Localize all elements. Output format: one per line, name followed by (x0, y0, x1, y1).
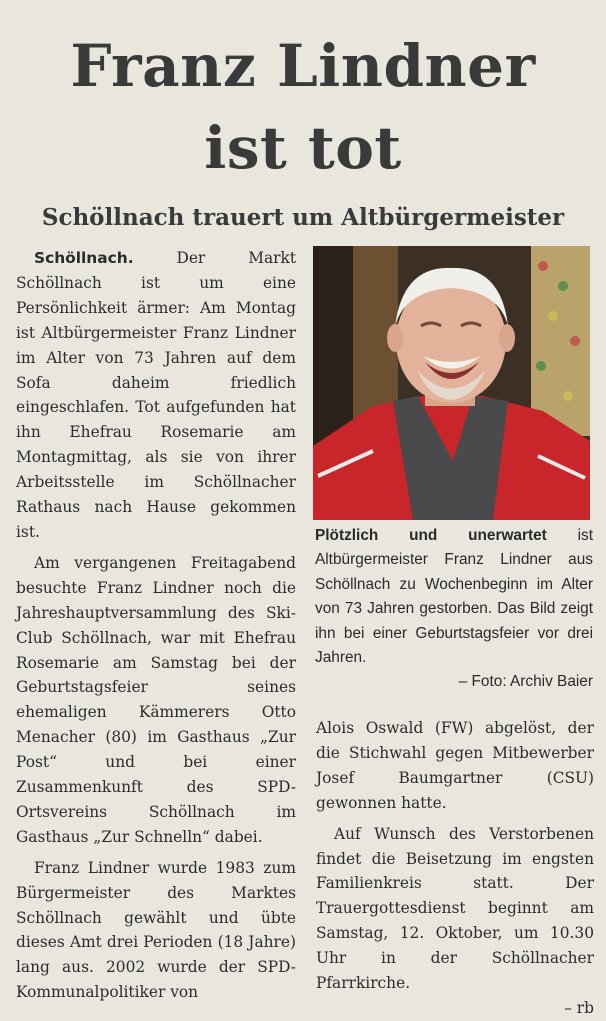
article-column-right (316, 716, 594, 1021)
caption-lead: Plötzlich und unerwartet (315, 527, 547, 544)
author-signature: – rb (564, 998, 594, 1017)
portrait-photo (313, 246, 590, 520)
paragraph-5: Auf Wunsch des Verstorbenen findet die Beisetzung im engsten Familienkreis statt. Der Trauergottesdienst beginnt am Samstag, 12. Oktober, um 10.30 Uhr in der Schöllnacher Pfarrkirche. (316, 824, 594, 993)
photo-caption (315, 524, 593, 695)
headline-line-2: ist tot (204, 114, 402, 182)
dateline: Schöllnach. (34, 249, 134, 267)
subheadline: Schöllnach trauert um Altbürgermeister (41, 204, 565, 231)
photo-credit: – Foto: Archiv Baier (458, 673, 593, 691)
paragraph-4: Alois Oswald (FW) abgelöst, der die Stichwahl gegen Mitbewerber Josef Baumgartner (CSU) gewonnen hatte. (316, 719, 594, 812)
paragraph-3: Franz Lindner wurde 1983 zum Bürgermeister des Marktes Schöllnach gewählt und übte dieses Amt drei Perioden (18 Jahre) lang aus. 2002 wurde der SPD-Kommunalpolitiker von (16, 858, 296, 1002)
portrait-illustration (313, 246, 590, 520)
caption-text: ist Altbürgermeister Franz Lindner aus Schöllnach zu Wochenbeginn im Alter von 73 Jahren gestorben. Das Bild zeigt ihn bei einer Geburtstagsfeier vor drei Jahren. (315, 527, 593, 667)
paragraph-1-text: Der Markt Schöllnach ist um eine Persönlichkeit ärmer: Am Montag ist Altbürgermeister Franz Lindner im Alter von 73 Jahren auf dem Sofa daheim friedlich eingeschlafen. Tot aufgefunden hat ihn Ehefrau Rosemarie am Montagmittag, als sie von ihrer Arbeitsstelle im Schöllnacher Rathaus nach Hause gekommen ist. (16, 249, 296, 541)
headline-line-1: Franz Lindner (70, 32, 536, 100)
paragraph-2: Am vergangenen Freitagabend besuchte Franz Lindner noch die Jahreshauptversammlung des Ski-Club Schöllnach, war mit Ehefrau Rosemarie am Samstag bei der Geburtstagsfeier seines ehemaligen Kämmerers Otto Menacher (80) im Gasthaus „Zur Post“ und bei einer Zusammenkunft des SPD-Ortsvereins Schöllnach im Gasthaus „Zur Schnelln“ dabei. (16, 553, 296, 846)
article-column-left (16, 246, 296, 1005)
paragraph-1 (16, 246, 296, 545)
